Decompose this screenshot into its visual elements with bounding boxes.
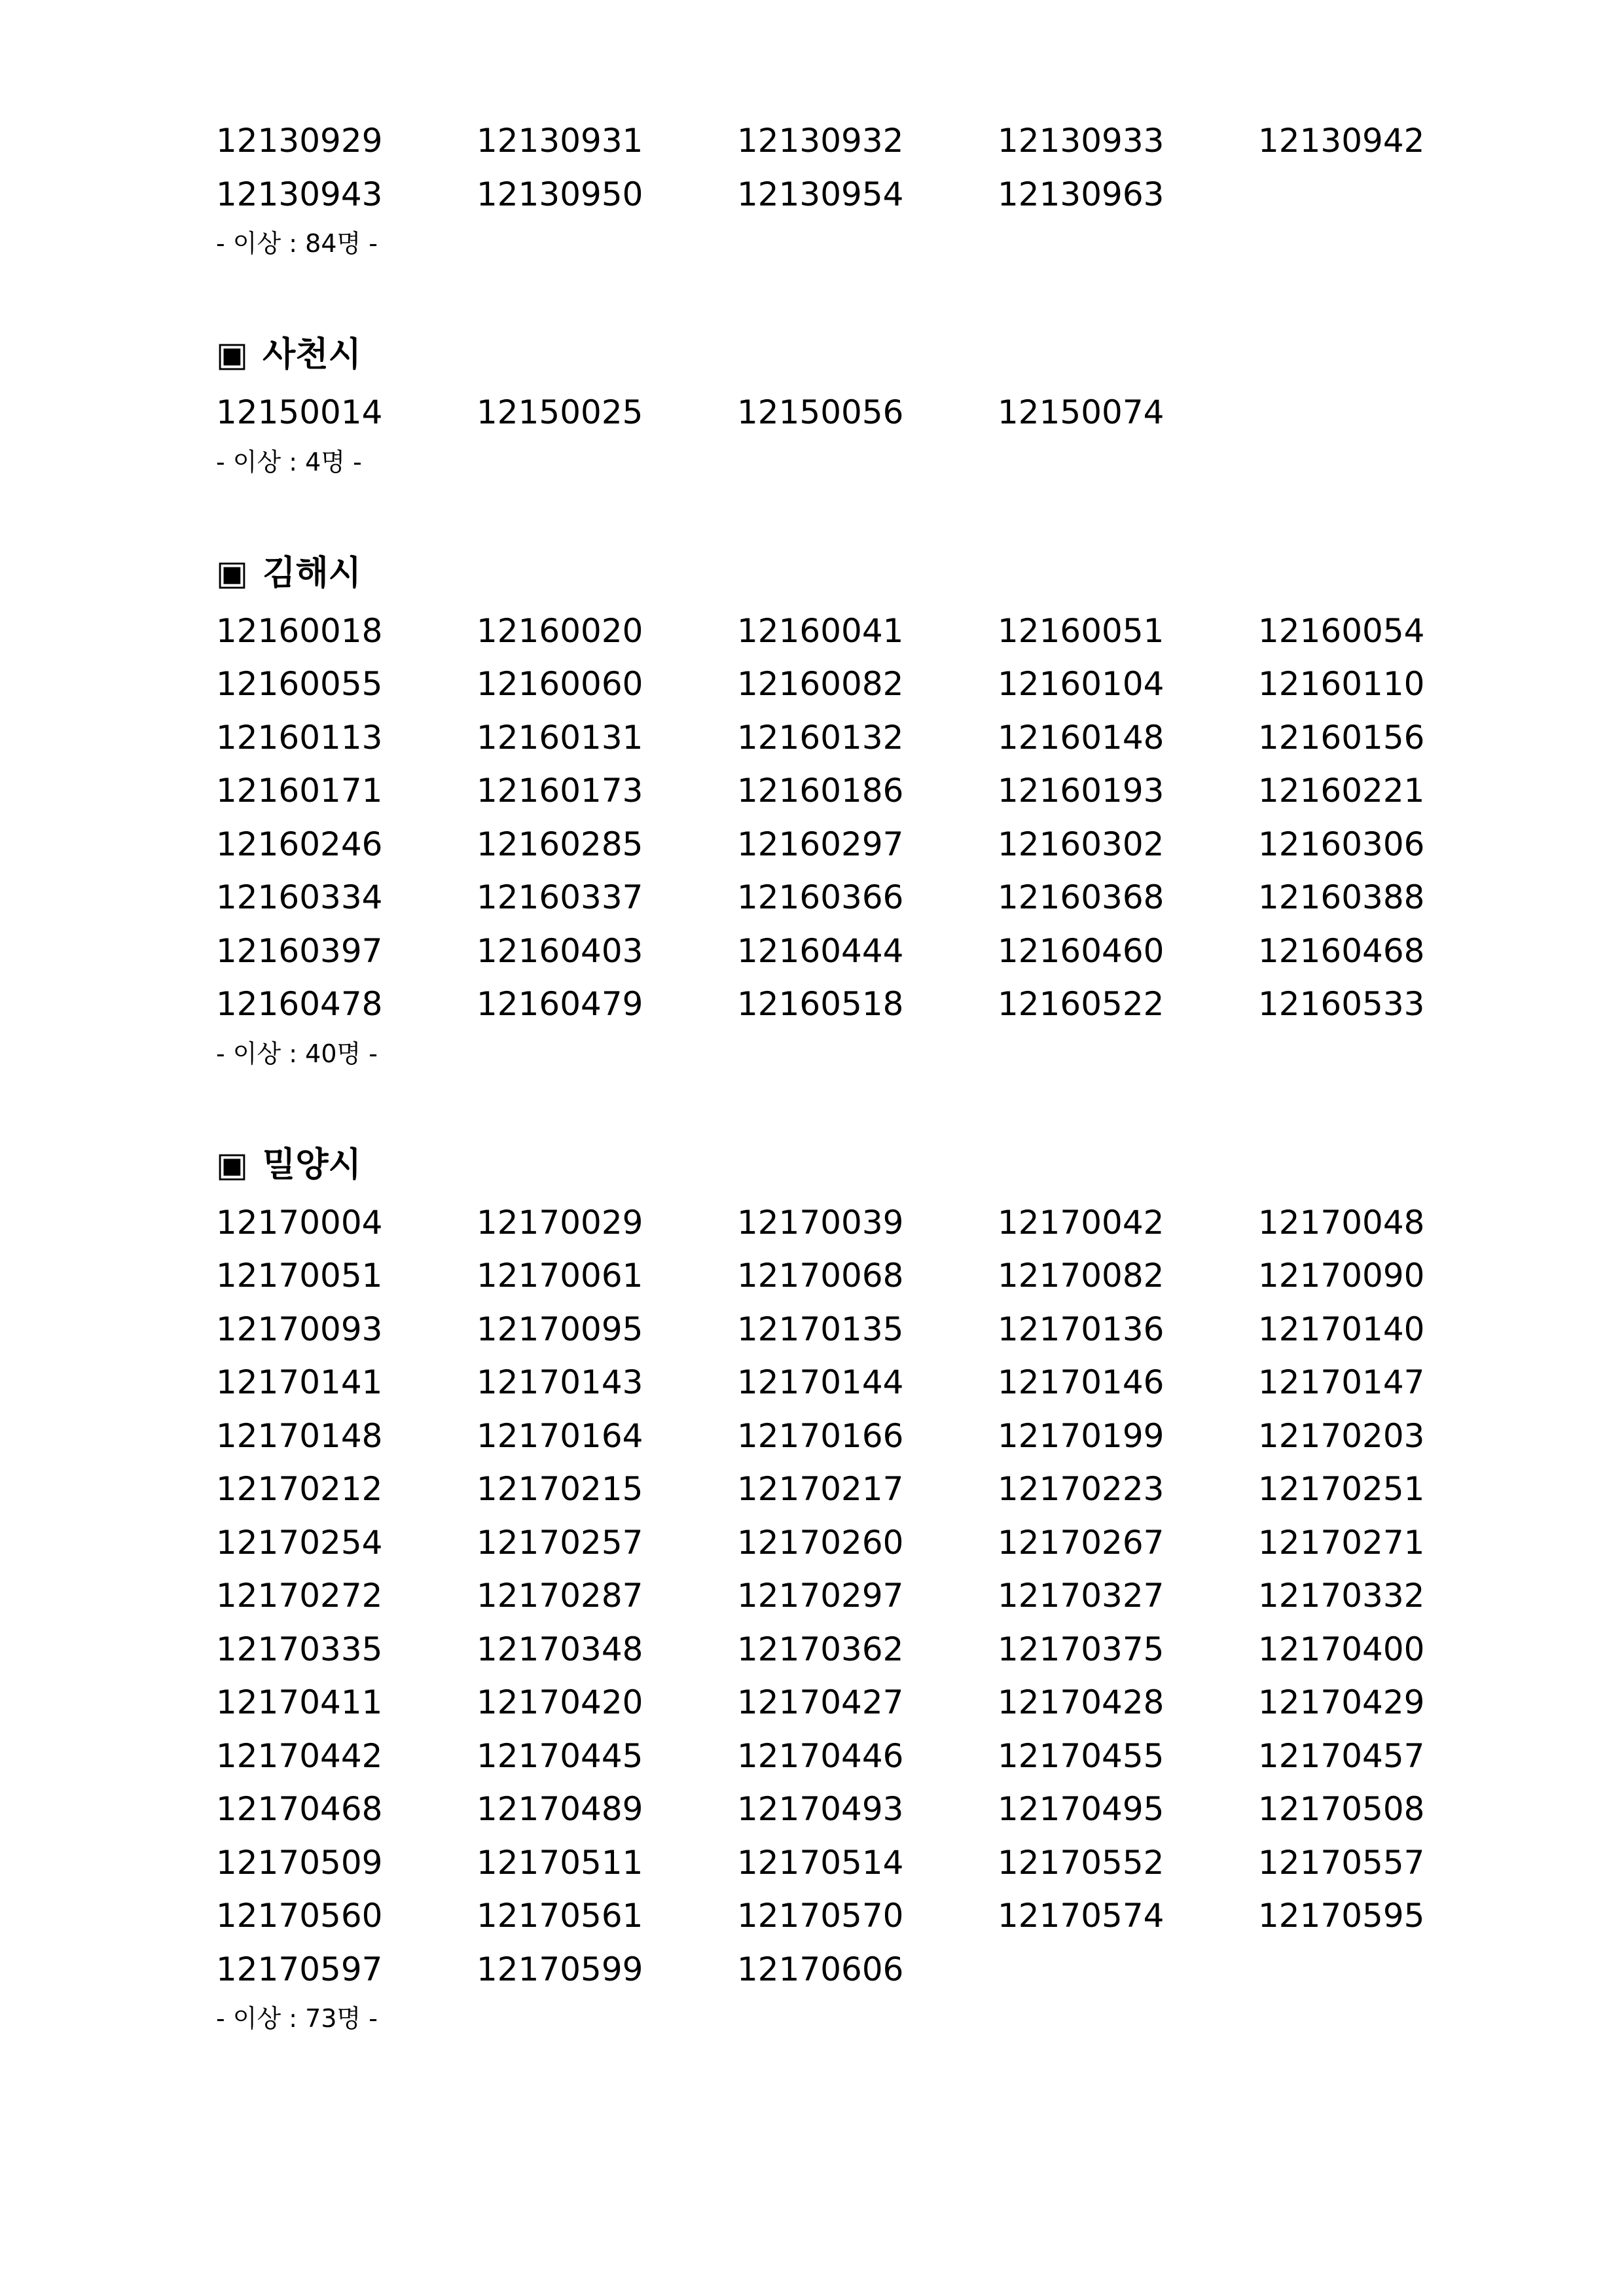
- id-number: 12170362: [737, 1630, 904, 1668]
- section-title: 사천시: [262, 335, 361, 374]
- id-number: 12170597: [216, 1950, 383, 1988]
- id-number: 12170595: [1258, 1897, 1425, 1935]
- id-number: 12170254: [216, 1523, 383, 1562]
- section-continued: [216, 115, 1525, 266]
- id-number: 12170287: [477, 1577, 643, 1615]
- id-number: 12170148: [216, 1416, 383, 1455]
- id-number: 12170489: [477, 1790, 643, 1828]
- square-bullet-icon: ▣: [216, 553, 249, 593]
- id-number: 12160306: [1258, 825, 1425, 863]
- id-number: 12160060: [477, 665, 643, 703]
- id-number: 12160403: [477, 931, 643, 970]
- id-number: 12150014: [216, 393, 383, 431]
- id-number: 12170455: [998, 1736, 1164, 1775]
- id-number: 12160460: [998, 931, 1164, 970]
- id-number: 12170217: [737, 1470, 904, 1508]
- id-number: 12170212: [216, 1470, 383, 1508]
- id-grid: [216, 605, 1525, 1031]
- id-number: 12170048: [1258, 1203, 1425, 1242]
- id-number: 12160444: [737, 931, 904, 970]
- id-number: 12170260: [737, 1523, 904, 1562]
- id-number: 12160171: [216, 772, 383, 810]
- section-heading: [216, 1134, 1525, 1196]
- id-number: 12170297: [737, 1577, 904, 1615]
- id-number: 12160104: [998, 665, 1164, 703]
- id-number: 12160221: [1258, 772, 1425, 810]
- id-number: 12130932: [737, 122, 904, 160]
- id-number: 12170552: [998, 1843, 1164, 1882]
- id-number: 12170400: [1258, 1630, 1425, 1668]
- id-number: 12170090: [1258, 1257, 1425, 1295]
- id-number: 12170042: [998, 1203, 1164, 1242]
- id-number: 12170446: [737, 1736, 904, 1775]
- id-number: 12170164: [477, 1416, 643, 1455]
- id-number: 12170332: [1258, 1577, 1425, 1615]
- id-number: 12170051: [216, 1257, 383, 1295]
- id-number: 12170068: [737, 1257, 904, 1295]
- id-number: 12170095: [477, 1310, 643, 1348]
- section-summary: - 이상 : 84명 -: [216, 229, 378, 258]
- section-title: 밀양시: [262, 1145, 361, 1185]
- id-number: 12130931: [477, 122, 643, 160]
- id-grid: [216, 115, 1525, 221]
- id-number: 12160055: [216, 665, 383, 703]
- id-number: 12170420: [477, 1683, 643, 1721]
- id-number: 12170147: [1258, 1363, 1425, 1401]
- id-number: 12160297: [737, 825, 904, 863]
- id-number: 12170203: [1258, 1416, 1425, 1455]
- section-summary: - 이상 : 73명 -: [216, 2004, 378, 2033]
- id-number: 12160148: [998, 718, 1164, 757]
- id-number: 12170004: [216, 1203, 383, 1242]
- id-number: 12160156: [1258, 718, 1425, 757]
- id-number: 12170135: [737, 1310, 904, 1348]
- id-number: 12160020: [477, 611, 643, 650]
- id-number: 12160051: [998, 611, 1164, 650]
- id-number: 12160113: [216, 718, 383, 757]
- id-number: 12160082: [737, 665, 904, 703]
- id-number: 12160479: [477, 985, 643, 1023]
- section-heading: [216, 323, 1525, 386]
- id-number: 12170514: [737, 1843, 904, 1882]
- id-number: 12170144: [737, 1363, 904, 1401]
- id-number: 12160131: [477, 718, 643, 757]
- id-number: 12170223: [998, 1470, 1164, 1508]
- square-bullet-icon: ▣: [216, 335, 249, 374]
- id-number: 12150025: [477, 393, 643, 431]
- id-number: 12170348: [477, 1630, 643, 1668]
- id-number: 12160366: [737, 878, 904, 916]
- id-number: 12170429: [1258, 1683, 1425, 1721]
- id-number: 12160334: [216, 878, 383, 916]
- section-gimhae: [216, 542, 1525, 1076]
- id-number: 12170428: [998, 1683, 1164, 1721]
- id-number: 12130943: [216, 175, 383, 213]
- id-number: 12170457: [1258, 1736, 1425, 1775]
- id-number: 12130942: [1258, 122, 1425, 160]
- id-number: 12160533: [1258, 985, 1425, 1023]
- section-summary: - 이상 : 4명 -: [216, 447, 362, 476]
- id-number: 12170511: [477, 1843, 643, 1882]
- id-number: 12170271: [1258, 1523, 1425, 1562]
- id-number: 12160337: [477, 878, 643, 916]
- id-number: 12170495: [998, 1790, 1164, 1828]
- id-number: 12170445: [477, 1736, 643, 1775]
- id-number: 12170411: [216, 1683, 383, 1721]
- id-number: 12160285: [477, 825, 643, 863]
- id-grid: [216, 386, 1525, 440]
- section-sacheon: [216, 323, 1525, 484]
- id-number: 12150074: [998, 393, 1164, 431]
- id-number: 12170427: [737, 1683, 904, 1721]
- id-number: 12170215: [477, 1470, 643, 1508]
- id-number: 12160397: [216, 931, 383, 970]
- id-number: 12160246: [216, 825, 383, 863]
- id-number: 12170141: [216, 1363, 383, 1401]
- id-number: 12160041: [737, 611, 904, 650]
- id-number: 12160302: [998, 825, 1164, 863]
- id-number: 12170029: [477, 1203, 643, 1242]
- id-number: 12170140: [1258, 1310, 1425, 1348]
- id-number: 12170570: [737, 1897, 904, 1935]
- id-number: 12160173: [477, 772, 643, 810]
- id-number: 12160132: [737, 718, 904, 757]
- id-number: 12170166: [737, 1416, 904, 1455]
- id-number: 12170143: [477, 1363, 643, 1401]
- id-number: 12170272: [216, 1577, 383, 1615]
- id-number: 12170093: [216, 1310, 383, 1348]
- id-number: 12170606: [737, 1950, 904, 1988]
- id-number: 12170267: [998, 1523, 1164, 1562]
- id-number: 12160468: [1258, 931, 1425, 970]
- id-number: 12170039: [737, 1203, 904, 1242]
- id-number: 12170493: [737, 1790, 904, 1828]
- id-number: 12170557: [1258, 1843, 1425, 1882]
- id-number: 12170561: [477, 1897, 643, 1935]
- id-number: 12160193: [998, 772, 1164, 810]
- id-number: 12170146: [998, 1363, 1164, 1401]
- id-number: 12170136: [998, 1310, 1164, 1348]
- id-number: 12170560: [216, 1897, 383, 1935]
- id-number: 12130933: [998, 122, 1164, 160]
- id-number: 12170375: [998, 1630, 1164, 1668]
- document-page: [216, 115, 1525, 2041]
- id-number: 12170257: [477, 1523, 643, 1562]
- section-title: 김해시: [262, 553, 361, 593]
- id-number: 12160110: [1258, 665, 1425, 703]
- id-number: 12160518: [737, 985, 904, 1023]
- id-number: 12170509: [216, 1843, 383, 1882]
- id-number: 12160522: [998, 985, 1164, 1023]
- id-number: 12170082: [998, 1257, 1164, 1295]
- id-number: 12170599: [477, 1950, 643, 1988]
- section-miryang: [216, 1134, 1525, 2041]
- id-number: 12170061: [477, 1257, 643, 1295]
- id-number: 12170508: [1258, 1790, 1425, 1828]
- id-number: 12160388: [1258, 878, 1425, 916]
- id-number: 12170468: [216, 1790, 383, 1828]
- section-heading: [216, 542, 1525, 605]
- section-summary: - 이상 : 40명 -: [216, 1039, 378, 1068]
- id-number: 12170335: [216, 1630, 383, 1668]
- id-number: 12160478: [216, 985, 383, 1023]
- id-number: 12170442: [216, 1736, 383, 1775]
- id-number: 12150056: [737, 393, 904, 431]
- id-number: 12170574: [998, 1897, 1164, 1935]
- id-number: 12170251: [1258, 1470, 1425, 1508]
- id-number: 12160186: [737, 772, 904, 810]
- id-number: 12130963: [998, 175, 1164, 213]
- id-number: 12170199: [998, 1416, 1164, 1455]
- id-number: 12160018: [216, 611, 383, 650]
- id-number: 12130950: [477, 175, 643, 213]
- id-number: 12130929: [216, 122, 383, 160]
- id-number: 12170327: [998, 1577, 1164, 1615]
- square-bullet-icon: ▣: [216, 1145, 249, 1185]
- id-grid: [216, 1196, 1525, 1997]
- id-number: 12160368: [998, 878, 1164, 916]
- id-number: 12130954: [737, 175, 904, 213]
- id-number: 12160054: [1258, 611, 1425, 650]
